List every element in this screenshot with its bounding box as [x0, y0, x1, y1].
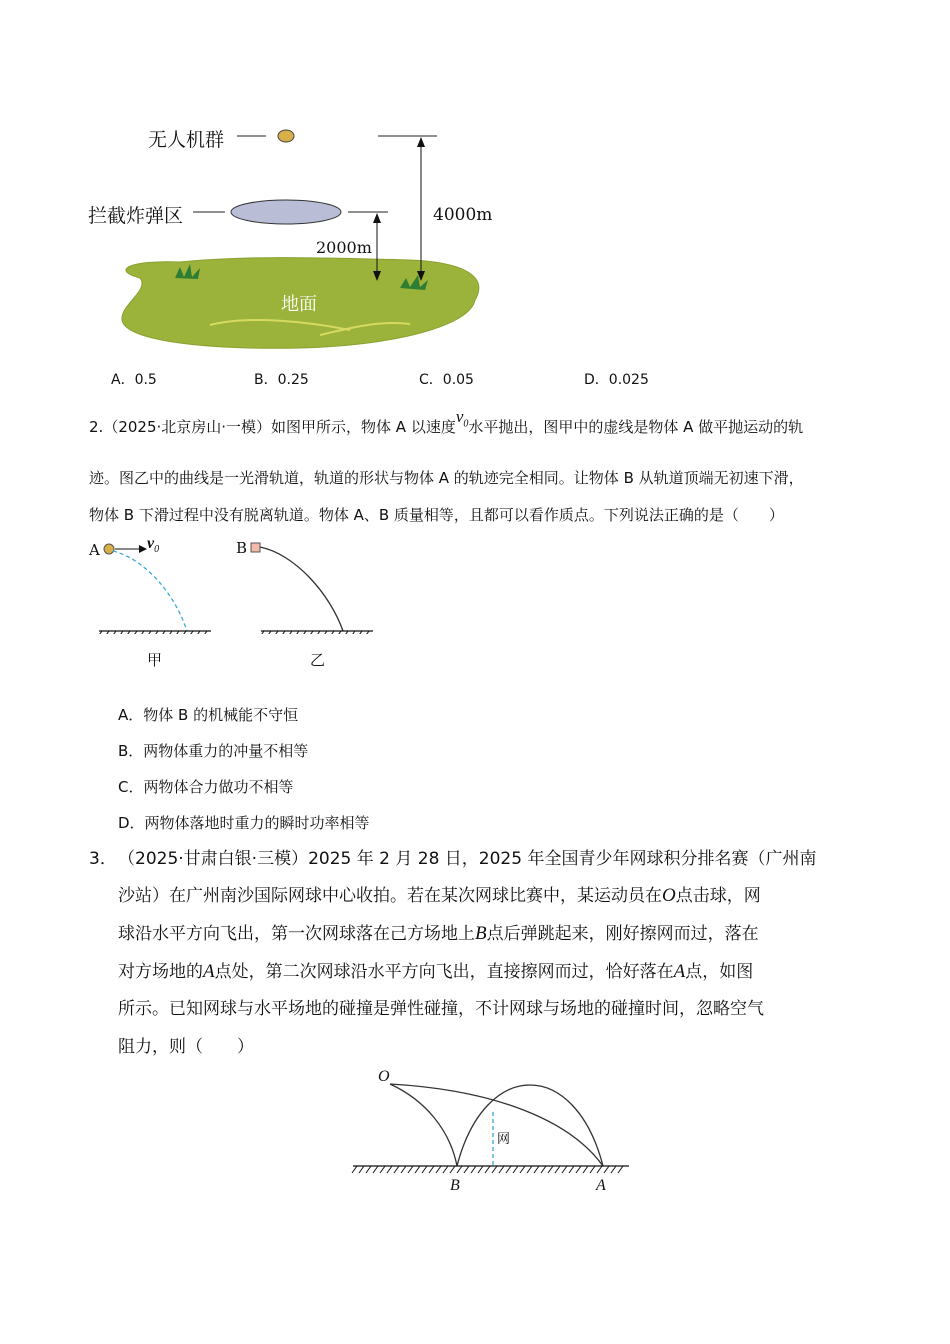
drone-label: 无人机群: [148, 129, 225, 151]
q2-option-b[interactable]: B．两物体重力的冲量不相等: [118, 742, 309, 760]
label-a: A: [89, 541, 100, 559]
trajectory-o-to-b: [390, 1084, 457, 1166]
label-b: B: [236, 539, 248, 557]
caption-jia: 甲: [147, 651, 163, 669]
q3-figure-svg: [345, 1070, 645, 1185]
q2-number: 2.: [89, 418, 104, 436]
block-b-icon: [251, 543, 260, 552]
q2-option-d[interactable]: D．两物体落地时重力的瞬时功率相等: [118, 814, 370, 832]
drone-icon: [278, 130, 294, 142]
net-label: 网: [497, 1132, 511, 1147]
q3-line-3: 球沿水平方向飞出，第一次网球落在己方场地上B点后弹跳起来，刚好擦网而过，落在: [118, 923, 759, 944]
q3-number: 3．: [89, 849, 117, 869]
q2-line-1: 2.（2025·北京房山·一模）如图甲所示，物体 A 以速度$v_0$水平抛出，图甲中的虚线是物体 A 做平抛运动的轨: [89, 407, 804, 436]
ground-label: 地面: [281, 294, 317, 315]
q3-line-5: 所示。已知网球与水平场地的碰撞是弹性碰撞，不计网球与场地的碰撞时间，忽略空气: [118, 999, 764, 1019]
point-a-label: A: [596, 1177, 606, 1194]
trajectory-dashed: [113, 551, 187, 631]
q1-option-b[interactable]: B．0.25: [254, 372, 309, 388]
v0-label: $v_0$: [147, 535, 160, 556]
smooth-track: [260, 547, 343, 631]
trajectory-o-to-a: [390, 1084, 603, 1166]
q3-line-1: （2025·甘肃白银·三模）2025 年 2 月 28 日，2025 年全国青少年网球积分排名赛（广州南: [118, 849, 817, 869]
q1-option-a[interactable]: A．0.5: [111, 372, 157, 388]
drone-figure-svg: [80, 110, 520, 360]
q1-option-d[interactable]: D．0.025: [584, 372, 649, 388]
ball-a-icon: [104, 544, 114, 554]
point-o-label: O: [378, 1068, 390, 1085]
point-b-label: B: [450, 1177, 460, 1194]
ground-hatch-court: [352, 1166, 623, 1173]
intercept-label: 拦截炸弹区: [88, 205, 184, 227]
q3-line-6: 阻力，则（ ）: [118, 1037, 254, 1057]
q2-figure-svg: [85, 534, 385, 634]
q3-line-2: 沙站）在广州南沙国际网球中心收拍。若在某次网球比赛中，某运动员在O点击球，网: [118, 885, 761, 906]
trajectory-b-to-a: [457, 1085, 603, 1166]
q2-line-3: 物体 B 下滑过程中没有脱离轨道。物体 A、B 质量相等，且都可以看作质点。下列说法正确的是（ ）: [89, 506, 784, 524]
q3-line-4: 对方场地的A点处，第二次网球沿水平方向飞出，直接擦网而过，恰好落在A点，如图: [118, 961, 754, 982]
intercept-ellipse: [231, 200, 341, 224]
v0-symbol: $v_0$: [455, 407, 469, 430]
q2-line-2: 迹。图乙中的曲线是一光滑轨道，轨道的形状与物体 A 的轨迹完全相同。让物体 B 从轨道顶端无初速下滑，: [89, 469, 804, 487]
q2-option-a[interactable]: A．物体 B 的机械能不守恒: [118, 706, 299, 724]
q1-option-c[interactable]: C．0.05: [419, 372, 474, 388]
q2-option-c[interactable]: C．两物体合力做功不相等: [118, 778, 294, 796]
caption-yi: 乙: [310, 651, 326, 669]
height-4000-label: 4000m: [433, 205, 493, 225]
height-2000-label: 2000m: [316, 238, 372, 257]
